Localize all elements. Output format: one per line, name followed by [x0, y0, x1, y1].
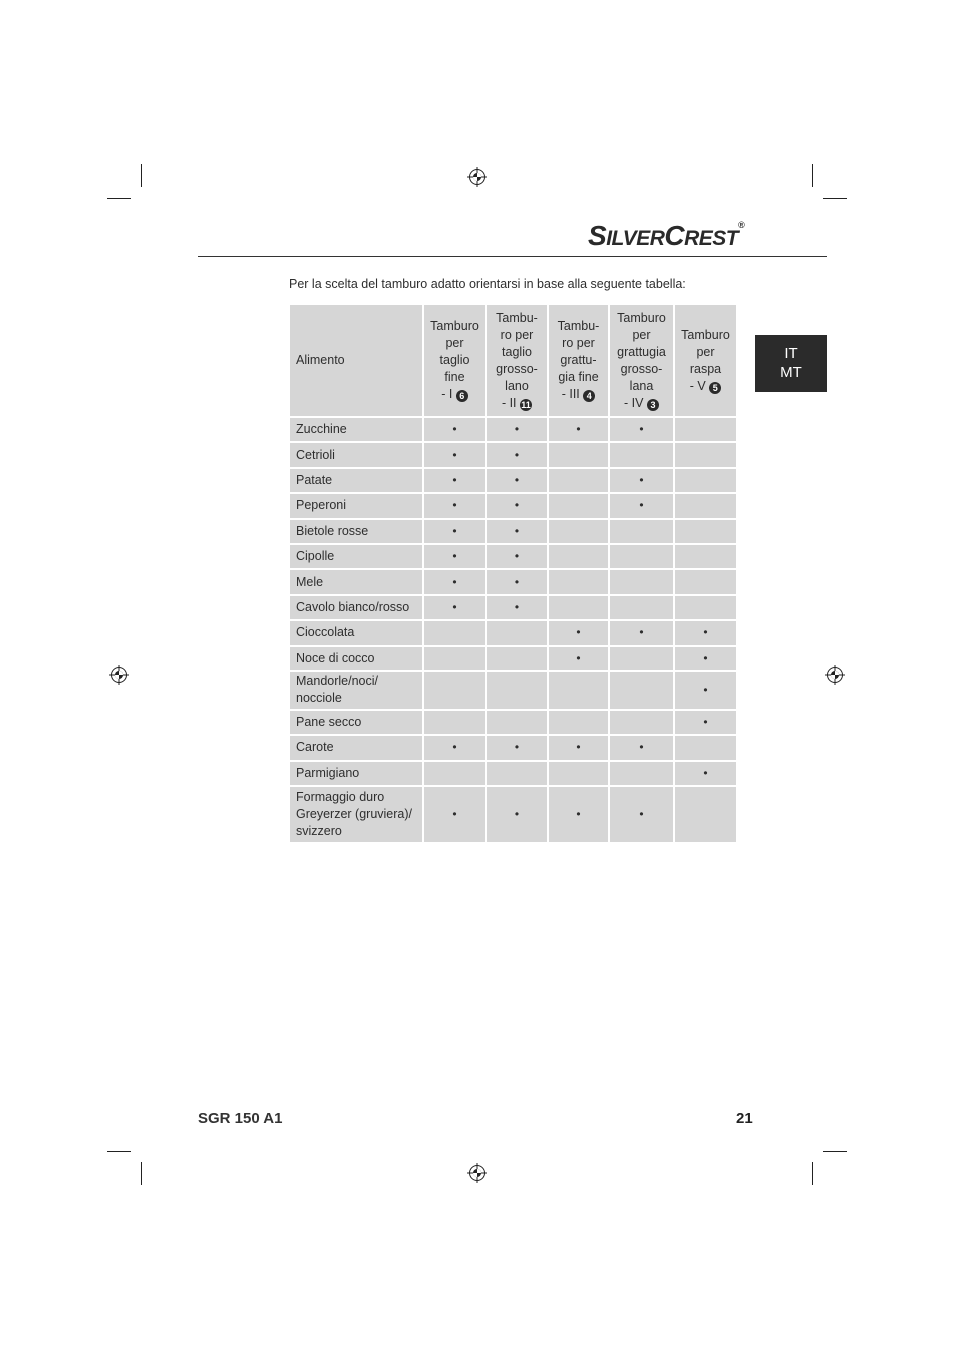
food-name-line: Cioccolata	[296, 625, 355, 640]
drum-cell	[424, 494, 485, 517]
drum-cell	[610, 596, 673, 619]
header-line: grattu-	[560, 353, 597, 367]
table-row	[290, 736, 736, 759]
language-code-it: IT	[784, 345, 798, 362]
header-drum-5	[675, 305, 736, 416]
drum-cell	[675, 762, 736, 785]
drum-cell	[610, 647, 673, 670]
suitable-marker: •	[452, 807, 457, 822]
header-food	[290, 305, 422, 416]
drum-cell	[610, 520, 673, 543]
page-number: 21	[736, 1110, 753, 1127]
header-line: - III	[561, 387, 580, 401]
suitable-marker: •	[703, 715, 708, 730]
drum-cell	[675, 711, 736, 734]
food-name-line: Bietole rosse	[296, 523, 369, 538]
food-name-line: Greyerzer (gruviera)/	[296, 807, 412, 822]
part-number-badge: 11	[521, 399, 531, 410]
table-row	[290, 418, 736, 441]
drum-cell	[424, 672, 485, 709]
suitable-marker: •	[452, 472, 457, 487]
header-line: gia fine	[558, 370, 599, 384]
header-line: - IV	[624, 395, 644, 410]
header-line: Tambu-	[496, 310, 538, 325]
drum-cell	[424, 520, 485, 543]
table-row	[290, 621, 736, 644]
drum-cell	[675, 621, 736, 644]
model-number: SGR 150 A1	[198, 1110, 283, 1127]
food-name	[290, 621, 422, 644]
drum-cell	[487, 418, 547, 441]
drum-cell	[549, 787, 608, 842]
drum-cell	[487, 545, 547, 568]
header-rule	[198, 256, 827, 257]
suitable-marker: •	[576, 625, 581, 640]
food-name-line: svizzero	[296, 824, 342, 839]
language-tab	[755, 335, 827, 392]
suitable-marker: •	[514, 523, 520, 538]
suitable-marker: •	[514, 422, 520, 437]
suitable-marker: •	[452, 498, 457, 513]
drum-cell	[610, 621, 673, 644]
drum-cell	[424, 443, 485, 466]
drum-cell	[549, 736, 608, 759]
drum-cell	[675, 596, 736, 619]
suitable-marker: •	[452, 422, 457, 437]
header-line: per	[696, 344, 715, 359]
header-line: raspa	[689, 361, 722, 376]
drum-cell	[675, 469, 736, 492]
header-line: - V	[689, 378, 706, 393]
part-number-badge: 4	[583, 390, 595, 402]
drum-cell	[424, 762, 485, 785]
food-name	[290, 520, 422, 543]
food-name-line: Cipolle	[296, 549, 335, 564]
header-line: lana	[629, 378, 654, 393]
drum-cell	[675, 494, 736, 517]
drum-cell	[549, 596, 608, 619]
food-name-line: Cetrioli	[296, 447, 335, 462]
header-line: grosso-	[496, 361, 538, 376]
drum-cell	[424, 469, 485, 492]
suitable-marker: •	[514, 740, 520, 755]
header-line: Tambu-	[557, 319, 600, 333]
drum-cell	[549, 520, 608, 543]
drum-cell	[424, 736, 485, 759]
suitable-marker: •	[639, 807, 644, 822]
drum-cell	[549, 469, 608, 492]
crop-mark	[107, 1151, 131, 1152]
drum-cell	[610, 762, 673, 785]
drum-cell	[549, 545, 608, 568]
drum-cell	[487, 596, 547, 619]
drum-cell	[424, 647, 485, 670]
suitable-marker: •	[639, 498, 644, 513]
suitable-marker: •	[452, 599, 457, 614]
food-name-line: Zucchine	[296, 422, 347, 437]
drum-cell	[549, 711, 608, 734]
food-name	[290, 570, 422, 593]
food-name	[290, 545, 422, 568]
table-row	[290, 711, 736, 734]
header-line: - II	[501, 395, 517, 410]
table-row	[290, 762, 736, 785]
suitable-marker: •	[452, 523, 457, 538]
header-line: taglio	[502, 344, 532, 359]
header-drum-4	[610, 305, 673, 416]
drum-cell	[549, 647, 608, 670]
suitable-marker: •	[452, 740, 457, 755]
suitable-marker: •	[452, 574, 457, 589]
drum-cell	[610, 672, 673, 709]
suitable-marker: •	[514, 807, 520, 822]
food-name	[290, 596, 422, 619]
table-row	[290, 443, 736, 466]
drum-cell	[675, 443, 736, 466]
drum-cell	[610, 494, 673, 517]
drum-cell	[487, 520, 547, 543]
header-line: per	[632, 327, 651, 342]
food-name	[290, 711, 422, 734]
suitable-marker: •	[639, 422, 644, 437]
suitable-marker: •	[576, 422, 581, 437]
header-line: Tamburo	[617, 310, 666, 325]
drum-cell	[549, 621, 608, 644]
table-row	[290, 596, 736, 619]
header-drum-2	[487, 305, 547, 416]
food-name	[290, 762, 422, 785]
table-body	[290, 418, 736, 842]
food-name-line: Mele	[296, 574, 324, 589]
food-name	[290, 443, 422, 466]
suitable-marker: •	[514, 599, 520, 614]
drum-cell	[549, 443, 608, 466]
drum-cell	[424, 621, 485, 644]
registration-mark-icon	[467, 167, 487, 187]
food-name	[290, 469, 422, 492]
part-number-badge: 6	[456, 390, 468, 402]
header-line: lano	[505, 378, 529, 393]
part-number-badge: 3	[647, 399, 659, 411]
drum-cell	[549, 570, 608, 593]
header-line: grosso-	[620, 361, 663, 376]
header-line: taglio	[439, 353, 470, 367]
header-line: per	[445, 336, 464, 350]
drum-cell	[487, 494, 547, 517]
crop-mark	[823, 198, 847, 199]
table-header-row	[290, 305, 736, 416]
drum-cell	[610, 711, 673, 734]
suitable-marker: •	[452, 549, 457, 564]
crop-mark	[823, 1151, 847, 1152]
drum-cell	[487, 762, 547, 785]
suitable-marker: •	[639, 625, 644, 640]
drum-cell	[675, 787, 736, 842]
drum-cell	[675, 520, 736, 543]
drum-cell	[424, 545, 485, 568]
registration-mark-icon	[825, 665, 845, 685]
food-name	[290, 494, 422, 517]
header-line: grattugia	[617, 344, 666, 359]
food-name-line: Cavolo bianco/rosso	[296, 599, 410, 614]
food-name	[290, 418, 422, 441]
header-drum-3	[549, 305, 608, 416]
food-name	[290, 787, 422, 842]
drum-cell	[610, 736, 673, 759]
drum-cell	[424, 596, 485, 619]
food-name	[290, 647, 422, 670]
suitable-marker: •	[639, 472, 644, 487]
drum-cell	[424, 787, 485, 842]
table-row	[290, 570, 736, 593]
drum-cell	[487, 787, 547, 842]
food-name-line: Noce di cocco	[296, 650, 375, 665]
drum-cell	[610, 787, 673, 842]
crop-mark	[812, 164, 813, 187]
suitable-marker: •	[576, 807, 581, 822]
food-name-line: Patate	[296, 472, 333, 487]
drum-cell	[675, 647, 736, 670]
brand-logo: SILVERCREST®	[588, 220, 745, 251]
table-row	[290, 494, 736, 517]
drum-cell	[549, 672, 608, 709]
drum-cell	[675, 672, 736, 709]
suitable-marker: •	[514, 549, 520, 564]
registration-mark-icon	[467, 1163, 487, 1183]
drum-cell	[675, 736, 736, 759]
suitable-marker: •	[514, 574, 520, 589]
crop-mark	[141, 164, 142, 187]
header-drum-1	[424, 305, 485, 416]
drum-cell	[549, 762, 608, 785]
drum-cell	[487, 672, 547, 709]
header-line: - I	[441, 387, 453, 401]
drum-cell	[610, 545, 673, 568]
drum-cell	[610, 443, 673, 466]
drum-cell	[424, 418, 485, 441]
food-name-line: Parmigiano	[296, 765, 360, 780]
header-line: fine	[444, 370, 465, 384]
drum-cell	[487, 469, 547, 492]
drum-cell	[424, 711, 485, 734]
drum-cell	[675, 418, 736, 441]
drum-cell	[487, 736, 547, 759]
intro-text: Per la scelta del tamburo adatto orientarsi in base alla seguente tabella:	[289, 277, 686, 291]
food-name-line: Pane secco	[296, 715, 362, 730]
suitable-marker: •	[514, 498, 520, 513]
header-line: ro per	[500, 327, 534, 342]
header-line: Tamburo	[681, 327, 730, 342]
language-code-mt: MT	[780, 364, 802, 381]
suitable-marker: •	[514, 472, 520, 487]
table-row	[290, 520, 736, 543]
drum-cell	[610, 570, 673, 593]
drum-cell	[610, 418, 673, 441]
food-name	[290, 672, 422, 709]
suitable-marker: •	[703, 682, 708, 697]
drum-cell	[610, 469, 673, 492]
table-row	[290, 545, 736, 568]
food-name-line: Formaggio duro	[296, 790, 385, 805]
table-row	[290, 647, 736, 670]
crop-mark	[812, 1162, 813, 1185]
drum-cell	[675, 570, 736, 593]
drum-cell	[675, 545, 736, 568]
food-name-line: Carote	[296, 740, 334, 755]
food-name-line: nocciole	[296, 691, 342, 706]
food-name-line: Mandorle/noci/	[296, 674, 378, 689]
suitable-marker: •	[703, 650, 708, 665]
suitable-marker: •	[703, 765, 708, 780]
table-row	[290, 469, 736, 492]
suitable-marker: •	[514, 447, 520, 462]
drum-cell	[549, 418, 608, 441]
part-number-badge: 5	[709, 382, 721, 394]
drum-cell	[487, 647, 547, 670]
header-line: ro per	[562, 336, 595, 350]
crop-mark	[141, 1162, 142, 1185]
table-row	[290, 787, 736, 842]
suitable-marker: •	[576, 650, 581, 665]
drum-selection-table	[288, 303, 738, 844]
header-line: Alimento	[296, 353, 345, 367]
drum-cell	[549, 494, 608, 517]
food-name-line: Peperoni	[296, 498, 347, 513]
suitable-marker: •	[576, 740, 581, 755]
drum-cell	[487, 621, 547, 644]
drum-cell	[487, 711, 547, 734]
drum-cell	[487, 443, 547, 466]
suitable-marker: •	[452, 447, 457, 462]
suitable-marker: •	[639, 740, 644, 755]
suitable-marker: •	[703, 625, 708, 640]
registration-mark-icon	[109, 665, 129, 685]
table-row	[290, 672, 736, 709]
food-name	[290, 736, 422, 759]
header-line: Tamburo	[430, 319, 479, 333]
drum-cell	[424, 570, 485, 593]
drum-cell	[487, 570, 547, 593]
crop-mark	[107, 198, 131, 199]
